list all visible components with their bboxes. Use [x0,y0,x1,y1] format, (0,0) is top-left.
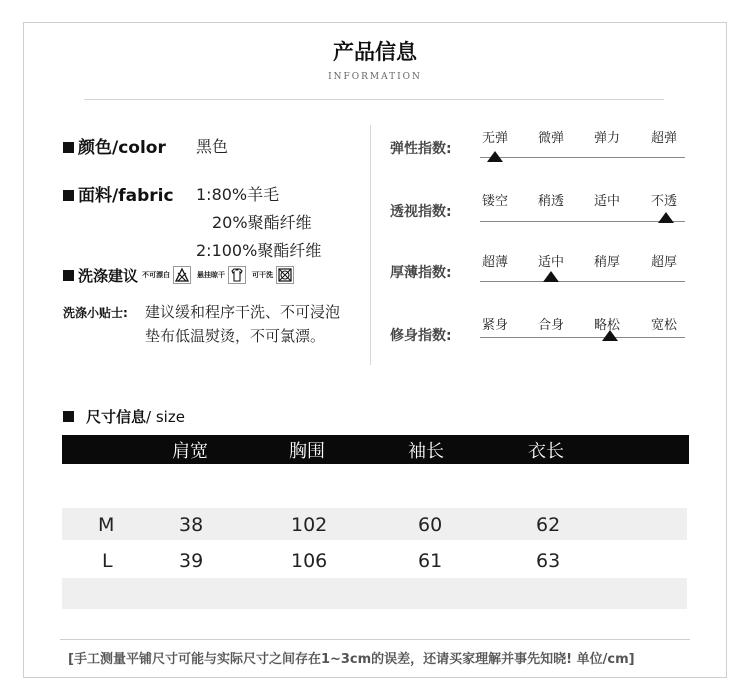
size-table-header [62,435,689,464]
column-header: 胸围 [289,441,325,462]
table-row-band [62,508,687,540]
column-header: 衣长 [528,441,564,462]
no-tumble-dry-icon [276,266,294,284]
index-marker-triangle-icon [543,271,559,282]
size-title-suffix: / size [146,408,185,426]
table-cell: 106 [291,550,328,572]
square-bullet-icon [63,411,74,422]
tips-label: 洗涤小贴士: [63,306,128,320]
measurement-note [60,639,690,670]
measurement-note-text: [手工测量平铺尺寸可能与实际尺寸之间存在1~3cm的误差，还请买家理解并事先知晓! 单位/cm] [68,652,635,667]
fabric-line: 1:80%羊毛 [196,185,280,204]
hang-dry-icon [228,266,246,284]
index-option: 无弹 [482,131,509,146]
index-label: 厚薄指数: [390,265,452,281]
wash-icon-text: 不可漂白 [142,271,171,279]
index-option: 超弹 [651,131,678,146]
index-option: 稍厚 [594,255,621,270]
tips-line: 建议缓和程序干洗、不可浸泡 [145,303,341,321]
fabric-label-row [63,181,174,206]
size-section-title [63,406,185,427]
index-option: 适中 [594,194,621,209]
index-marker-triangle-icon [602,330,618,341]
index-label: 修身指数: [390,328,452,344]
wash-label: 洗涤建议 [78,266,139,285]
index-option: 紧身 [482,318,509,333]
wash-advice-row [63,264,300,286]
color-label-row [63,133,166,158]
color-label: 颜色/color [78,138,166,158]
square-bullet-icon [63,142,74,153]
index-option: 不透 [651,194,678,209]
table-cell: 62 [536,514,561,536]
index-scale-line [480,221,685,222]
size-cell: L [102,550,113,572]
title-divider [84,99,664,100]
index-option: 超厚 [651,255,678,270]
tips-line: 垫布低温熨烫，不可氯漂。 [145,327,326,345]
column-header: 肩宽 [172,441,208,462]
table-cell: 38 [179,514,204,536]
index-label: 透视指数: [390,204,452,220]
fabric-label: 面料/fabric [78,186,174,206]
page-subtitle: INFORMATION [328,72,422,82]
column-header: 袖长 [408,441,444,462]
index-option: 镂空 [482,194,509,209]
fabric-line: 20%聚酯纤维 [212,213,312,232]
index-label: 弹性指数: [390,141,452,157]
wash-icon-text: 可干洗 [252,271,274,279]
no-bleach-icon [173,266,191,284]
size-cell: M [98,514,115,536]
size-title-prefix: 尺寸信息 [86,408,147,426]
index-option: 略松 [594,318,621,333]
index-option: 微弹 [538,131,565,146]
wash-icon-text: 悬挂晾干 [197,271,226,279]
table-cell: 63 [536,550,561,572]
index-scale-line [480,337,685,338]
fabric-line: 2:100%聚酯纤维 [196,241,322,260]
color-value: 黑色 [196,137,229,156]
index-option: 超薄 [482,255,509,270]
table-row-band-empty [62,578,687,609]
index-scale-line [480,281,685,282]
table-cell: 102 [291,514,328,536]
square-bullet-icon [63,190,74,201]
vertical-divider [370,125,371,365]
index-option: 弹力 [594,131,621,146]
index-option: 合身 [538,318,565,333]
table-cell: 61 [418,550,443,572]
table-cell: 39 [179,550,204,572]
page-title: 产品信息 [333,40,417,64]
index-option: 适中 [538,255,565,270]
index-marker-triangle-icon [658,212,674,223]
index-scale-line [480,157,685,158]
table-cell: 60 [418,514,443,536]
square-bullet-icon [63,270,74,281]
index-option: 稍透 [538,194,565,209]
index-marker-triangle-icon [487,151,503,162]
index-option: 宽松 [651,318,678,333]
